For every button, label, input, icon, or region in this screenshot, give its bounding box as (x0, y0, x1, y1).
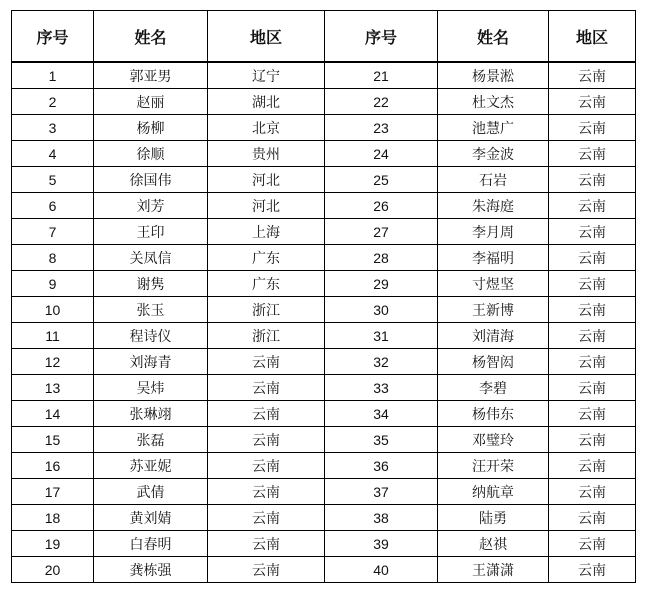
serial-cell: 28 (325, 245, 438, 271)
region-cell: 云南 (549, 271, 636, 297)
region-cell: 上海 (208, 219, 325, 245)
name-cell: 李金波 (438, 141, 549, 167)
table-row (12, 89, 636, 115)
name-cell: 赵祺 (438, 531, 549, 557)
table-row (12, 453, 636, 479)
header-name-right: 姓名 (438, 11, 549, 63)
region-cell: 云南 (549, 427, 636, 453)
region-cell: 浙江 (208, 323, 325, 349)
table-row (12, 531, 636, 557)
region-cell: 云南 (549, 401, 636, 427)
serial-cell: 39 (325, 531, 438, 557)
region-cell: 浙江 (208, 297, 325, 323)
name-cell: 徐顺 (94, 141, 208, 167)
region-cell: 云南 (208, 531, 325, 557)
table-row (12, 115, 636, 141)
table-row (12, 375, 636, 401)
name-cell: 陆勇 (438, 505, 549, 531)
serial-cell: 10 (12, 297, 94, 323)
region-cell: 云南 (208, 401, 325, 427)
serial-cell: 8 (12, 245, 94, 271)
name-cell: 徐国伟 (94, 167, 208, 193)
name-cell: 赵丽 (94, 89, 208, 115)
name-cell: 杨柳 (94, 115, 208, 141)
region-cell: 云南 (549, 167, 636, 193)
serial-cell: 38 (325, 505, 438, 531)
table-row (12, 297, 636, 323)
region-cell: 云南 (549, 141, 636, 167)
name-cell: 黄刘婧 (94, 505, 208, 531)
serial-cell: 20 (12, 557, 94, 583)
serial-cell: 40 (325, 557, 438, 583)
name-cell: 王新博 (438, 297, 549, 323)
serial-cell: 27 (325, 219, 438, 245)
table-row (12, 271, 636, 297)
region-cell: 云南 (549, 219, 636, 245)
serial-cell: 18 (12, 505, 94, 531)
serial-cell: 1 (12, 62, 94, 89)
name-cell: 龚栋强 (94, 557, 208, 583)
region-cell: 广东 (208, 245, 325, 271)
table-row (12, 427, 636, 453)
region-cell: 云南 (549, 375, 636, 401)
serial-cell: 4 (12, 141, 94, 167)
region-cell: 云南 (549, 323, 636, 349)
region-cell: 云南 (549, 245, 636, 271)
region-cell: 辽宁 (208, 62, 325, 89)
serial-cell: 33 (325, 375, 438, 401)
serial-cell: 36 (325, 453, 438, 479)
table-row (12, 505, 636, 531)
serial-cell: 14 (12, 401, 94, 427)
serial-cell: 6 (12, 193, 94, 219)
serial-cell: 2 (12, 89, 94, 115)
serial-cell: 24 (325, 141, 438, 167)
serial-cell: 19 (12, 531, 94, 557)
name-cell: 王印 (94, 219, 208, 245)
name-cell: 石岩 (438, 167, 549, 193)
region-cell: 云南 (208, 479, 325, 505)
name-cell: 程诗仪 (94, 323, 208, 349)
region-cell: 云南 (549, 557, 636, 583)
name-cell: 张琳翊 (94, 401, 208, 427)
serial-cell: 31 (325, 323, 438, 349)
name-cell: 李福明 (438, 245, 549, 271)
name-cell: 汪开荣 (438, 453, 549, 479)
name-cell: 张磊 (94, 427, 208, 453)
region-cell: 云南 (549, 505, 636, 531)
header-region-left: 地区 (208, 11, 325, 63)
name-cell: 池慧广 (438, 115, 549, 141)
name-cell: 白春明 (94, 531, 208, 557)
table-row (12, 245, 636, 271)
table-row (12, 401, 636, 427)
header-region-right: 地区 (549, 11, 636, 63)
serial-cell: 25 (325, 167, 438, 193)
table-row (12, 62, 636, 89)
serial-cell: 22 (325, 89, 438, 115)
header-name-left: 姓名 (94, 11, 208, 63)
region-cell: 云南 (208, 505, 325, 531)
roster-body (12, 62, 636, 583)
table-row (12, 479, 636, 505)
serial-cell: 37 (325, 479, 438, 505)
region-cell: 河北 (208, 193, 325, 219)
name-cell: 刘芳 (94, 193, 208, 219)
table-row (12, 193, 636, 219)
region-cell: 云南 (208, 557, 325, 583)
name-cell: 张玉 (94, 297, 208, 323)
region-cell: 河北 (208, 167, 325, 193)
serial-cell: 35 (325, 427, 438, 453)
serial-cell: 15 (12, 427, 94, 453)
region-cell: 云南 (549, 349, 636, 375)
name-cell: 李月周 (438, 219, 549, 245)
roster-table (11, 10, 636, 583)
region-cell: 云南 (549, 453, 636, 479)
serial-cell: 7 (12, 219, 94, 245)
table-row (12, 219, 636, 245)
name-cell: 寸煜坚 (438, 271, 549, 297)
header-row (12, 11, 636, 63)
header-serial-right: 序号 (325, 11, 438, 63)
region-cell: 云南 (549, 531, 636, 557)
name-cell: 邓璧玲 (438, 427, 549, 453)
name-cell: 李碧 (438, 375, 549, 401)
name-cell: 杨智闳 (438, 349, 549, 375)
serial-cell: 32 (325, 349, 438, 375)
region-cell: 云南 (208, 453, 325, 479)
region-cell: 云南 (208, 349, 325, 375)
serial-cell: 9 (12, 271, 94, 297)
serial-cell: 16 (12, 453, 94, 479)
name-cell: 苏亚妮 (94, 453, 208, 479)
name-cell: 杜文杰 (438, 89, 549, 115)
serial-cell: 23 (325, 115, 438, 141)
table-row (12, 323, 636, 349)
region-cell: 云南 (549, 115, 636, 141)
serial-cell: 29 (325, 271, 438, 297)
name-cell: 谢隽 (94, 271, 208, 297)
table-row (12, 557, 636, 583)
header-serial-left: 序号 (12, 11, 94, 63)
region-cell: 云南 (549, 479, 636, 505)
name-cell: 刘清海 (438, 323, 549, 349)
serial-cell: 5 (12, 167, 94, 193)
region-cell: 云南 (549, 62, 636, 89)
table-row (12, 349, 636, 375)
serial-cell: 12 (12, 349, 94, 375)
serial-cell: 26 (325, 193, 438, 219)
table-row (12, 167, 636, 193)
region-cell: 湖北 (208, 89, 325, 115)
name-cell: 纳航章 (438, 479, 549, 505)
region-cell: 云南 (208, 427, 325, 453)
serial-cell: 17 (12, 479, 94, 505)
name-cell: 杨伟东 (438, 401, 549, 427)
serial-cell: 3 (12, 115, 94, 141)
name-cell: 吴炜 (94, 375, 208, 401)
name-cell: 朱海庭 (438, 193, 549, 219)
name-cell: 王潇潇 (438, 557, 549, 583)
serial-cell: 11 (12, 323, 94, 349)
region-cell: 广东 (208, 271, 325, 297)
name-cell: 关凤信 (94, 245, 208, 271)
region-cell: 贵州 (208, 141, 325, 167)
region-cell: 云南 (549, 297, 636, 323)
region-cell: 北京 (208, 115, 325, 141)
serial-cell: 34 (325, 401, 438, 427)
name-cell: 刘海青 (94, 349, 208, 375)
region-cell: 云南 (208, 375, 325, 401)
table-row (12, 141, 636, 167)
region-cell: 云南 (549, 89, 636, 115)
name-cell: 武倩 (94, 479, 208, 505)
serial-cell: 30 (325, 297, 438, 323)
serial-cell: 21 (325, 62, 438, 89)
name-cell: 杨景淞 (438, 62, 549, 89)
serial-cell: 13 (12, 375, 94, 401)
region-cell: 云南 (549, 193, 636, 219)
name-cell: 郭亚男 (94, 62, 208, 89)
